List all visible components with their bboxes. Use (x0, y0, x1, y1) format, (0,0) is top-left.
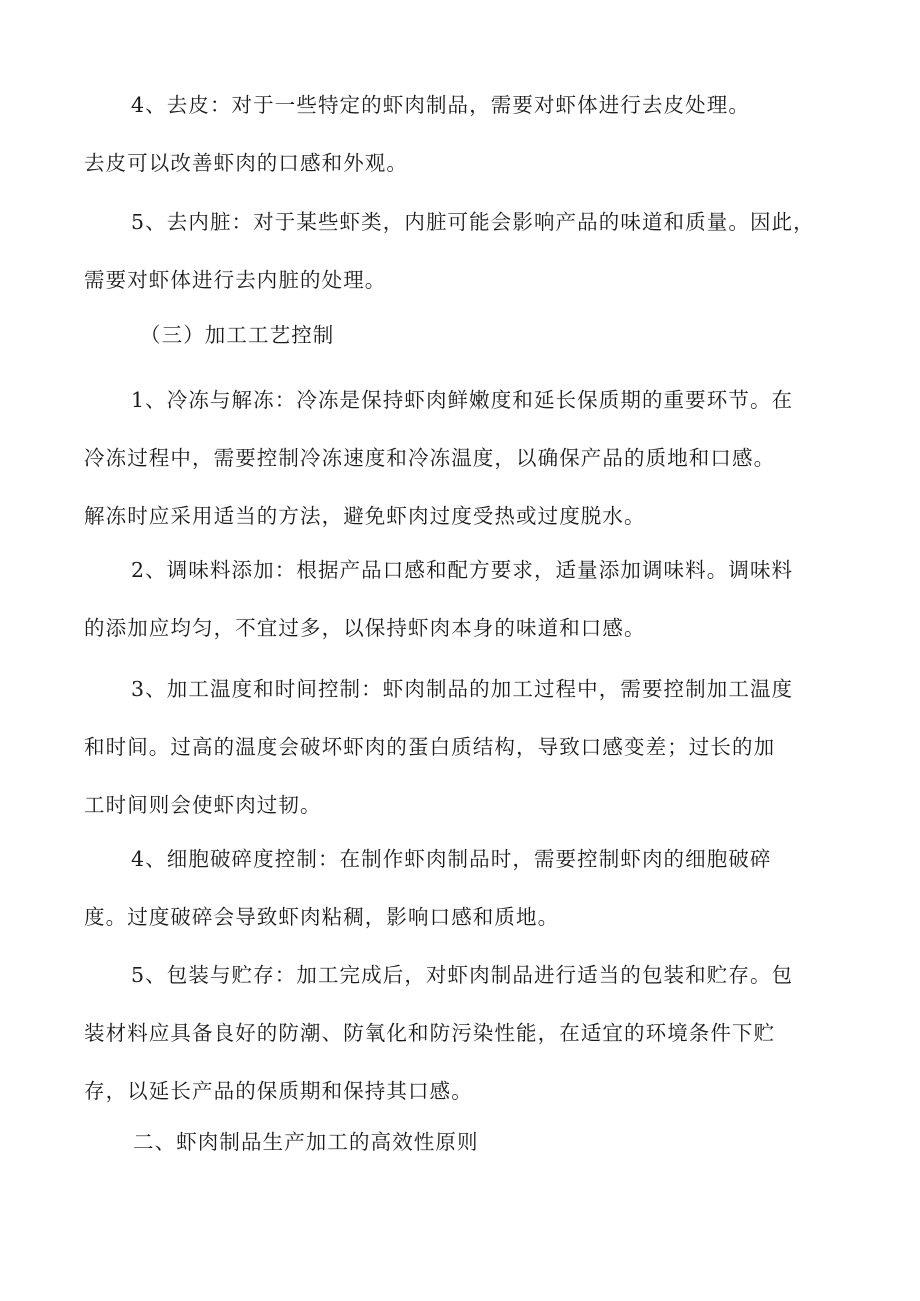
paragraph-line: 装材料应具备良好的防潮、防氧化和防污染性能，在适宜的环境条件下贮 (84, 1021, 776, 1045)
paragraph-line: 4、细胞破碎度控制：在制作虾肉制品时，需要控制虾肉的细胞破碎 (131, 847, 772, 871)
paragraph-line: 需要对虾体进行去内脏的处理。 (84, 268, 387, 292)
paragraph-line: 2、调味料添加：根据产品口感和配方要求，适量添加调味料。调味料 (131, 558, 794, 582)
paragraph-line: 解冻时应采用适当的方法，避免虾肉过度受热或过度脱水。 (84, 504, 646, 528)
paragraph-line: 1、冷冻与解冻：冷冻是保持虾肉鲜嫩度和延长保质期的重要环节。在 (131, 388, 794, 412)
paragraph-freezing (84, 371, 844, 545)
paragraph-peeling (84, 76, 844, 192)
section-heading-efficiency-principle: 二、虾肉制品生产加工的高效性原则 (133, 1130, 479, 1154)
paragraph-line: 的添加应均匀，不宜过多，以保持虾肉本身的味道和口感。 (84, 616, 646, 640)
paragraph-line: 工时间则会使虾肉过韧。 (84, 793, 322, 817)
paragraph-line: 度。过度破碎会导致虾肉粘稠，影响口感和质地。 (84, 905, 560, 929)
paragraph-line: 5、包装与贮存：加工完成后，对虾肉制品进行适当的包装和贮存。包 (131, 963, 794, 987)
paragraph-line: 去皮可以改善虾肉的口感和外观。 (84, 151, 408, 175)
paragraph-line: 4、去皮：对于一些特定的虾肉制品，需要对虾体进行去皮处理。 (131, 93, 750, 117)
paragraph-temperature-time (84, 660, 844, 834)
paragraph-packaging-storage (84, 946, 844, 1120)
paragraph-line: 冷冻过程中，需要控制冷冻速度和冷冻温度，以确保产品的质地和口感。 (84, 446, 776, 470)
paragraph-deveining (84, 193, 844, 309)
paragraph-line: 3、加工温度和时间控制：虾肉制品的加工过程中，需要控制加工温度 (131, 677, 794, 701)
section-heading-process-control: （三）加工工艺控制 (140, 323, 335, 347)
paragraph-seasoning (84, 541, 844, 657)
paragraph-line: 5、去内脏：对于某些虾类，内脏可能会影响产品的味道和质量。因此， (131, 210, 815, 234)
paragraph-line: 和时间。过高的温度会破坏虾肉的蛋白质结构，导致口感变差；过长的加 (84, 735, 776, 759)
paragraph-line: 存，以延长产品的保质期和保持其口感。 (84, 1079, 473, 1103)
paragraph-cell-fragmentation (84, 830, 844, 946)
